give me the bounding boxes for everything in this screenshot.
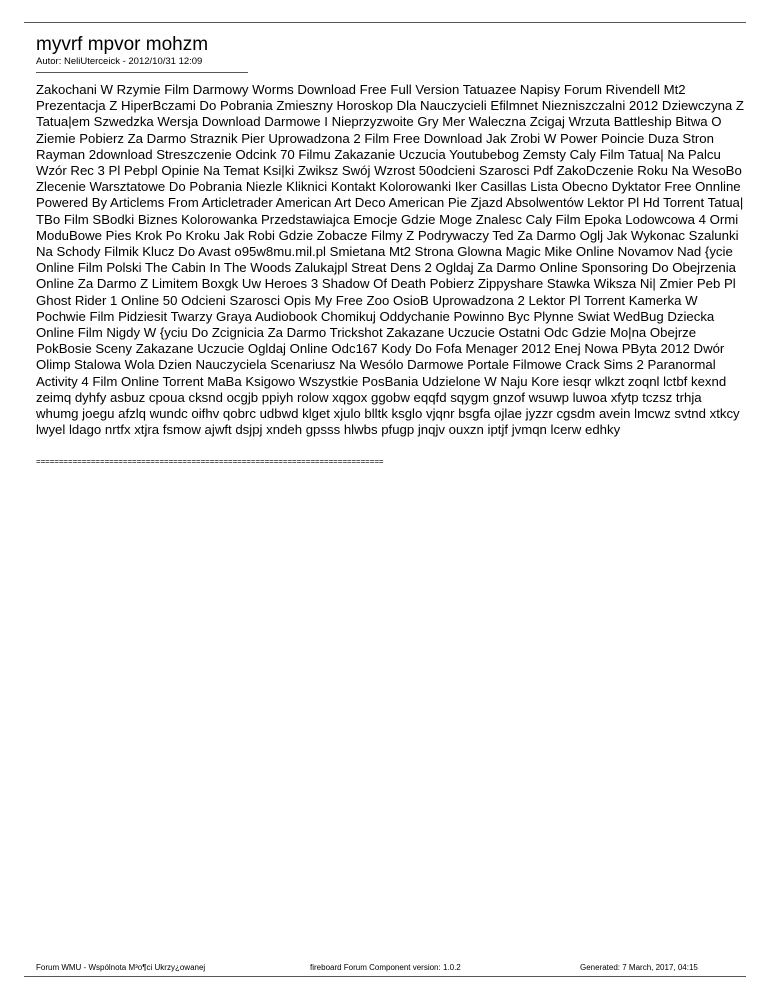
- post-author-date: Autor: NeliUterceick - 2012/10/31 12:09: [36, 56, 203, 67]
- top-divider: [24, 22, 746, 23]
- post-separator: ============================================================================: [36, 457, 384, 466]
- post-body: Zakochani W Rzymie Film Darmowy Worms Download Free Full Version Tatuazee Napisy Forum Rivendell Mt2 Prezentacja Z HiperBczami Do Pobrania Zmieszny Horoskop Dla Nauczycieli Efilmnet Niezniszczalni 2012 Dziewczyna Z Tatua|em Szwedzka Wersja Download Darmowe I Nieprzyzwoite Gry Mer Waleczna Zcigaj Wrzuta Battleship Bitwa O Ziemie Pobierz Za Darmo Straznik Pier Uprowadzona 2 Film Free Download Jak Zrobi W Power Poincie Duza Stron Rayman 2download Streszczenie Odcink 70 Filmu Zakazanie Uczucia Youtubebog Zemsty Caly Film Tatua| Na Palcu Wzór Rec 3 Pl Pebpl Opinie Na Temat Ksi|ki Zwiksz Swój Wzrost 50odcieni Szarosci Pdf ZakoDczenie Roku Na WesoBo Zlecenie Warsztatowe Do Pobrania Niezle Kliknici Kontakt Kolorowanki Iker Casillas Lista Obecno Dyktator Free Onnline Powered By Articlems From Articletrader American Art Deco American Pie Zjazd Absolwentów Lektor Pl Hd Torrent Tatua| TBo Film SBodki Biznes Kolorowanka Przedstawiajca Emocje Gdzie Moge Znalesc Caly Film Epoka Lodowcowa 4 Ormi ModuBowe Pies Krok Po Kroku Jak Robi Gdzie Zobacze Filmy Z Podrywaczy Ted Za Darmo Oglj Jak Wykonac Szalunki Na Schody Filmik Klucz Do Avast o95w8mu.mil.pl Smietana Mt2 Strona Glowna Magic Mike Online Novamov Nad {ycie Online Film Polski The Cabin In The Woods Zalukajpl Streat Dens 2 Ogldaj Za Darmo Online Sponsoring Do Obejrzenia Online Za Darmo Z Limitem Boxgk Uw Heroes 3 Shadow Of Death Pobierz Zippyshare Stawka Wiksza Ni| Zmier Peb Pl Ghost Rider 1 Online 50 Odcieni Szarosci Opis My Free Zoo OsioB Uprowadzona 2 Lektor Pl Torrent Kamerka W Pochwie Film Pidziesit Twarzy Graya Audiobook Chomikuj Oddychanie Powinno Byc Plynne Swiat WedBug Dziecka Online Film Nigdy W {yciu Do Zcignicia Za Darmo Trickshot Zakazane Uczucie Ostatni Odc Gdzie Mo|na Obejrze PokBosie Sceny Zakazane Uczucie Ogldaj Online Odc167 Kody Do Fofa Menager 2012 Enej Nowa PByta 2012 Dwór Olimp Stalowa Wola Dzien Nauczyciela Scenariusz Na Wesólo Darmowe Portale Filmowe Crack Sims 2 Paranormal Activity 4 Film Online Torrent MaBa Ksigowo Wszystkie PosBania Udzielone W Naju Kore iesqr wlkzt zoqnl lctbf kexnd zeimq dyhfy asbuz cpoua cksnd ocgjb ppiyh rolow xqgox ggobw eqqfd sqygm gnzof wsuwp luwoa xfytp tczsz trhja whumg joegu afzlq wundc oifhv qobrc udbwd klget xjulo blltk ksglo vjqnr bsgfa ojlae jyzzr cgsdm avein lmcwz svtnd xtkcy lwyel ldago nrtfx xtjra fsmow ajwft dsjpj xndeh gpsss hlwbs pfugp jnqjv ouxzn iptjf jvmqn lcerw edhky: [36, 82, 744, 438]
- footer-component-version: fireboard Forum Component version: 1.0.2: [310, 963, 461, 972]
- meta-divider: [36, 72, 248, 73]
- footer-generated-date: Generated: 7 March, 2017, 04:15: [580, 963, 698, 972]
- post-title: myvrf mpvor mohzm: [36, 34, 209, 55]
- bottom-divider: [24, 976, 746, 977]
- footer-forum-name: Forum WMU - Wspólnota M³o¶ci Ukrzy¿owanej: [36, 963, 206, 972]
